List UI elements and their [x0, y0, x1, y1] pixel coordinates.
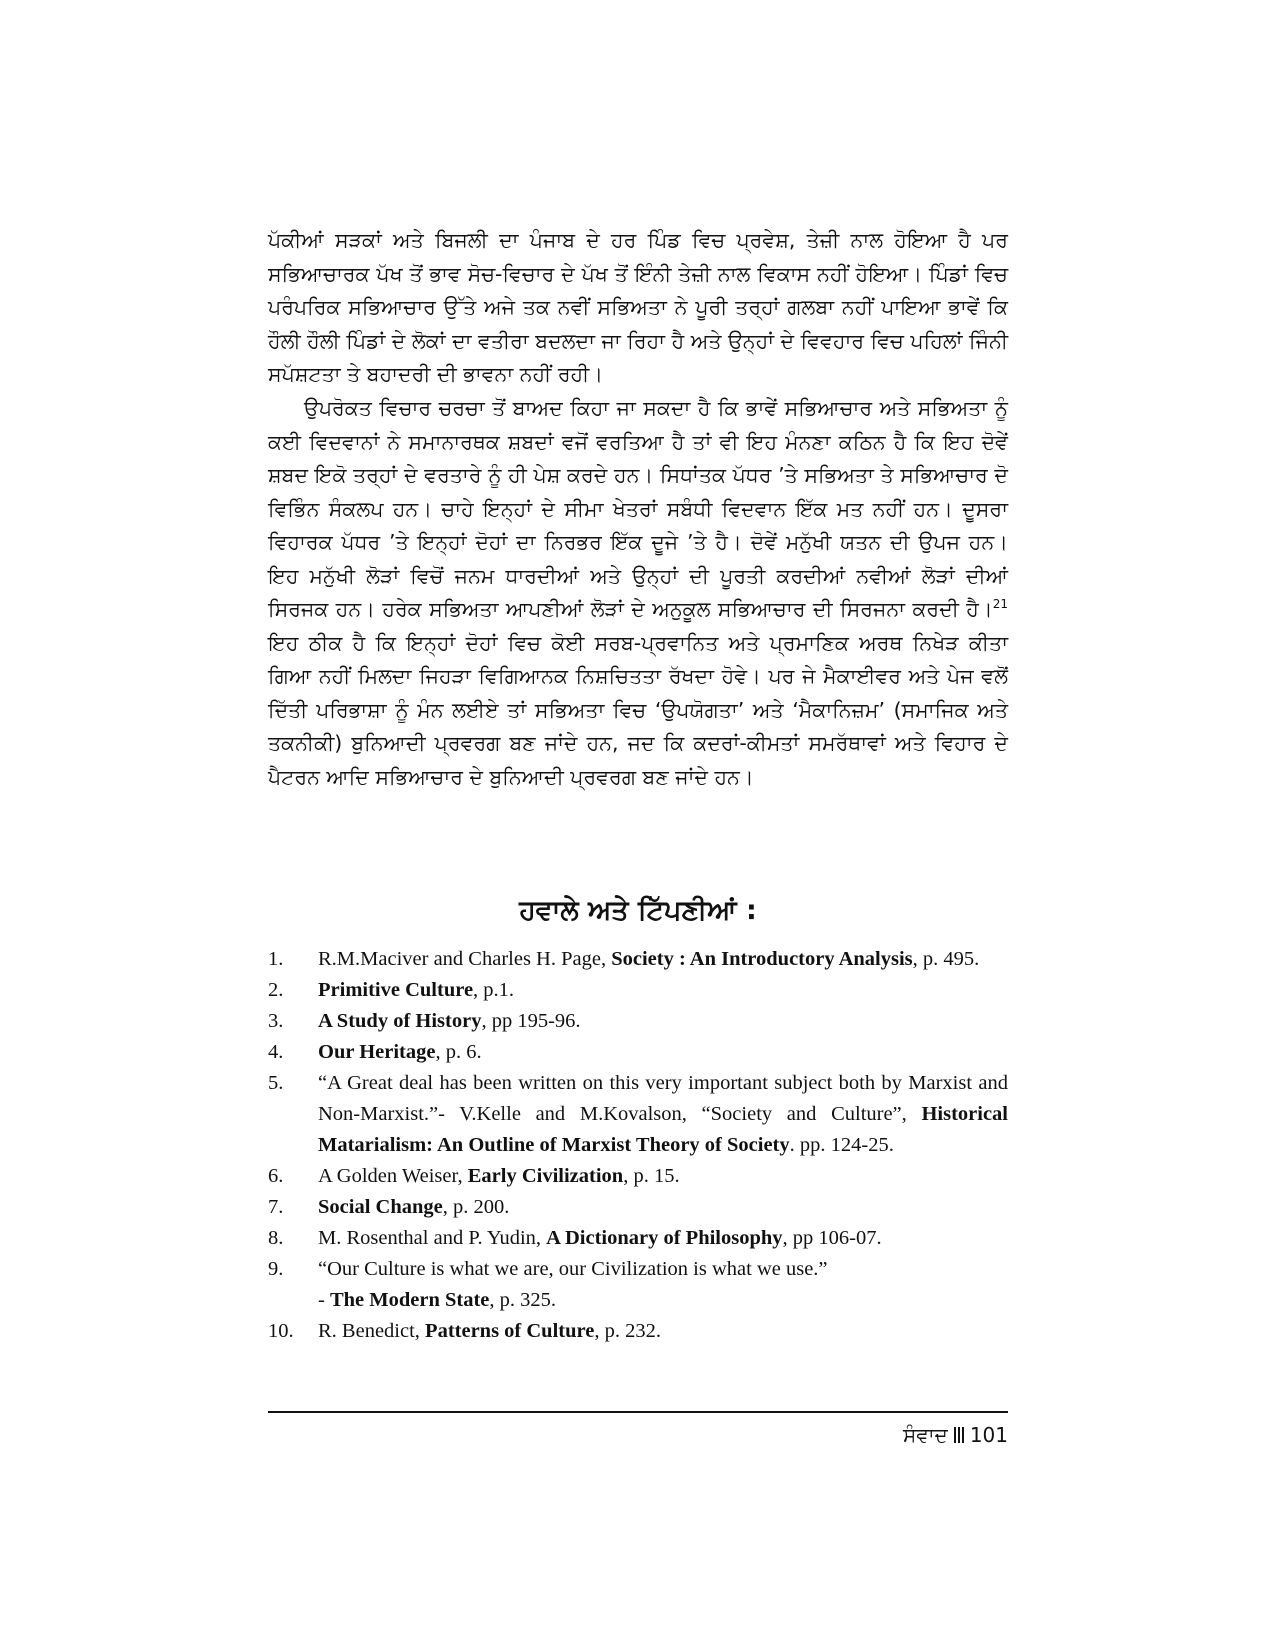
body-paragraph-2-text: ਉਪਰੋਕਤ ਵਿਚਾਰ ਚਰਚਾ ਤੋਂ ਬਾਅਦ ਕਿਹਾ ਜਾ ਸਕਦਾ ਹੈ ਕਿ ਭਾਵੇਂ ਸਭਿਆਚਾਰ ਅਤੇ ਸਭਿਅਤਾ ਨੂੰ ਕਈ ਵਿਦਵਾਨਾਂ ਨੇ ਸਮਾਨਾਰਥਕ ਸ਼ਬਦਾਂ ਵਜੋਂ ਵਰਤਿਆ ਹੈ ਤਾਂ ਵੀ ਇਹ ਮੰਨਣਾ ਕਠਿਨ ਹੈ ਕਿ ਇਹ ਦੋਵੇਂ ਸ਼ਬਦ ਇਕੋ ਤਰ੍ਹਾਂ ਦੇ ਵਰਤਾਰੇ ਨੂੰ ਹੀ ਪੇਸ਼ ਕਰਦੇ ਹਨ। ਸਿਧਾਂਤਕ ਪੱਧਰ ’ਤੇ ਸਭਿਅਤਾ ਤੇ ਸਭਿਆਚਾਰ ਦੋ ਵਿਭਿੰਨ ਸੰਕਲਪ ਹਨ। ਚਾਹੇ ਇਨ੍ਹਾਂ ਦੇ ਸੀਮਾ ਖੇਤਰਾਂ ਸਬੰਧੀ ਵਿਦਵਾਨ ਇੱਕ ਮਤ ਨਹੀਂ ਹਨ। ਦੂਸਰਾ ਵਿਹਾਰਕ ਪੱਧਰ ’ਤੇ ਇਨ੍ਹਾਂ ਦੋਹਾਂ ਦਾ ਨਿਰਭਰ ਇੱਕ ਦੂਜੇ ’ਤੇ ਹੈ। ਦੋਵੇਂ ਮਨੁੱਖੀ ਯਤਨ ਦੀ ਉਪਜ ਹਨ। ਇਹ ਮਨੁੱਖੀ ਲੋੜਾਂ ਵਿਚੋਂ ਜਨਮ ਧਾਰਦੀਆਂ ਅਤੇ ਉਨ੍ਹਾਂ ਦੀ ਪੂਰਤੀ ਕਰਦੀਆਂ ਨਵੀਆਂ ਲੋੜਾਂ ਦੀਆਂ ਸਿਰਜਕ ਹਨ। ਹਰੇਕ ਸਭਿਅਤਾ ਆਪਣੀਆਂ ਲੋੜਾਂ ਦੇ ਅਨੁਕੂਲ ਸਭਿਆਚਾਰ ਦੀ ਸਿਰਜਨਾ ਕਰਦੀ ਹੈ।	[268, 396, 1008, 621]
reference-text	[318, 1192, 1008, 1223]
reference-number: 7.	[268, 1196, 284, 1218]
reference-item	[268, 1192, 1008, 1223]
reference-number: 10.	[268, 1320, 294, 1342]
reference-text	[318, 1254, 1008, 1316]
reference-number: 6.	[268, 1165, 284, 1187]
reference-pages: . pp. 124-25.	[789, 1134, 894, 1156]
reference-author: “A Great deal has been written on this very important subject both by Marxist and Non-Marxist.”- V.Kelle and M.Kovalson, “Society and Culture”,	[318, 1072, 1008, 1125]
reference-text	[318, 1037, 1008, 1068]
reference-title: Early Civilization	[467, 1165, 624, 1187]
page-footer	[903, 1420, 1008, 1450]
reference-title: Primitive Culture	[318, 979, 474, 1001]
footnote-marker: 21	[992, 597, 1008, 612]
reference-number: 9.	[268, 1258, 284, 1280]
reference-number: 3.	[268, 1010, 284, 1032]
reference-pages: , p. 6.	[435, 1041, 482, 1063]
body-paragraph-1: ਪੱਕੀਆਂ ਸੜਕਾਂ ਅਤੇ ਬਿਜਲੀ ਦਾ ਪੰਜਾਬ ਦੇ ਹਰ ਪਿੰਡ ਵਿਚ ਪ੍ਰਵੇਸ਼, ਤੇਜ਼ੀ ਨਾਲ ਹੋਇਆ ਹੈ ਪਰ ਸਭਿਆਚਾਰਕ ਪੱਖ ਤੋਂ ਭਾਵ ਸੋਚ-ਵਿਚਾਰ ਦੇ ਪੱਖ ਤੋਂ ਇੰਨੀ ਤੇਜ਼ੀ ਨਾਲ ਵਿਕਾਸ ਨਹੀਂ ਹੋਇਆ। ਪਿੰਡਾਂ ਵਿਚ ਪਰੰਪਰਿਕ ਸਭਿਆਚਾਰ ਉੱਤੇ ਅਜੇ ਤਕ ਨਵੀਂ ਸਭਿਅਤਾ ਨੇ ਪੂਰੀ ਤਰ੍ਹਾਂ ਗਲਬਾ ਨਹੀਂ ਪਾਇਆ ਭਾਵੇਂ ਕਿ ਹੌਲੀ ਹੌਲੀ ਪਿੰਡਾਂ ਦੇ ਲੋਕਾਂ ਦਾ ਵਤੀਰਾ ਬਦਲਦਾ ਜਾ ਰਿਹਾ ਹੈ ਅਤੇ ਉਨ੍ਹਾਂ ਦੇ ਵਿਵਹਾਰ ਵਿਚ ਪਹਿਲਾਂ ਜਿੰਨੀ ਸਪੱਸ਼ਟਤਾ ਤੇ ਬਹਾਦਰੀ ਦੀ ਭਾਵਨਾ ਨਹੀਂ ਰਹੀ।	[268, 228, 1008, 386]
reference-title: A Dictionary of Philosophy	[546, 1227, 783, 1249]
reference-title: Patterns of Culture	[425, 1320, 595, 1342]
reference-pages: , p. 325.	[489, 1289, 557, 1311]
reference-author: A Golden Weiser,	[318, 1165, 468, 1187]
reference-text	[318, 1161, 1008, 1192]
reference-title: Historical Matarialism: An Outline of Marxist Theory of Society	[318, 1103, 1008, 1156]
reference-pages: , p. 232.	[594, 1320, 661, 1342]
reference-item	[268, 975, 1008, 1006]
reference-title: The Modern State	[329, 1289, 490, 1311]
footer-rule	[268, 1411, 1008, 1413]
reference-title: A Study of History	[318, 1010, 482, 1032]
reference-title: Our Heritage	[318, 1041, 436, 1063]
reference-number: 8.	[268, 1227, 284, 1249]
reference-pages: , p.1.	[473, 979, 515, 1001]
reference-text	[318, 1068, 1008, 1161]
reference-item	[268, 1161, 1008, 1192]
reference-author: R.M.Maciver and Charles H. Page,	[318, 948, 612, 970]
reference-title: Society : An Introductory Analysis	[611, 948, 913, 970]
reference-item	[268, 1316, 1008, 1347]
reference-text	[318, 1316, 1008, 1347]
reference-author: M. Rosenthal and P. Yudin,	[318, 1227, 547, 1249]
reference-item	[268, 1068, 1008, 1161]
reference-title: Social Change	[318, 1196, 443, 1218]
reference-number: 2.	[268, 979, 284, 1001]
body-paragraph-2-continued: ਇਹ ਠੀਕ ਹੈ ਕਿ ਇਨ੍ਹਾਂ ਦੋਹਾਂ ਵਿਚ ਕੋਈ ਸਰਬ-ਪ੍ਰਵਾਨਿਤ ਅਤੇ ਪ੍ਰਮਾਣਿਕ ਅਰਥ ਨਿਖੇੜ ਕੀਤਾ ਗਿਆ ਨਹੀਂ ਮਿਲਦਾ ਜਿਹੜਾ ਵਿਗਿਆਨਕ ਨਿਸ਼ਚਿਤਤਾ ਰੱਖਦਾ ਹੋਵੇ। ਪਰ ਜੇ ਮੈਕਾਈਵਰ ਅਤੇ ਪੇਜ ਵਲੋਂ ਦਿੱਤੀ ਪਰਿਭਾਸ਼ਾ ਨੂੰ ਮੰਨ ਲਈਏ ਤਾਂ ਸਭਿਅਤਾ ਵਿਚ ‘ਉਪਯੋਗਤਾ’ ਅਤੇ ‘ਮੈਕਾਨਿਜ਼ਮ’ (ਸਮਾਜਿਕ ਅਤੇ ਤਕਨੀਕੀ) ਬੁਨਿਆਦੀ ਪ੍ਰਵਰਗ ਬਣ ਜਾਂਦੇ ਹਨ, ਜਦ ਕਿ ਕਦਰਾਂ-ਕੀਮਤਾਂ ਸਮਰੱਥਾਵਾਂ ਅਤੇ ਵਿਹਾਰ ਦੇ ਪੈਟਰਨ ਆਦਿ ਸਭਿਆਚਾਰ ਦੇ ਬੁਨਿਆਦੀ ਪ੍ਰਵਰਗ ਬਣ ਜਾਂਦੇ ਹਨ।	[268, 630, 1008, 789]
reference-pages: , pp 195-96.	[481, 1010, 581, 1032]
reference-number: 5.	[268, 1072, 284, 1094]
reference-item	[268, 1037, 1008, 1068]
references-list	[268, 944, 1008, 1347]
reference-quote: “Our Culture is what we are, our Civilization is what we use.”	[318, 1258, 828, 1280]
reference-dash: -	[318, 1289, 330, 1311]
reference-item	[268, 1006, 1008, 1037]
reference-pages: , p. 15.	[623, 1165, 680, 1187]
reference-pages: , p. 200.	[442, 1196, 510, 1218]
reference-item	[268, 1254, 1008, 1316]
reference-pages: , pp 106-07.	[782, 1227, 882, 1249]
reference-author: R. Benedict,	[318, 1320, 426, 1342]
journal-name: ਸੰਵਾਦ	[903, 1423, 948, 1447]
reference-text	[318, 1223, 1008, 1254]
reference-number: 1.	[268, 948, 284, 970]
reference-item	[268, 944, 1008, 975]
page-number: 101	[969, 1423, 1008, 1447]
separator-bars-icon	[954, 1426, 964, 1444]
reference-text	[318, 1006, 1008, 1037]
reference-text	[318, 975, 1008, 1006]
reference-number: 4.	[268, 1041, 284, 1063]
reference-pages: , p. 495.	[912, 948, 980, 970]
reference-item	[268, 1223, 1008, 1254]
body-paragraph-2	[268, 392, 1008, 794]
document-page	[268, 0, 1008, 1650]
reference-text	[318, 944, 1008, 975]
references-heading: ਹਵਾਲੇ ਅਤੇ ਟਿੱਪਣੀਆਂ :	[519, 895, 757, 926]
